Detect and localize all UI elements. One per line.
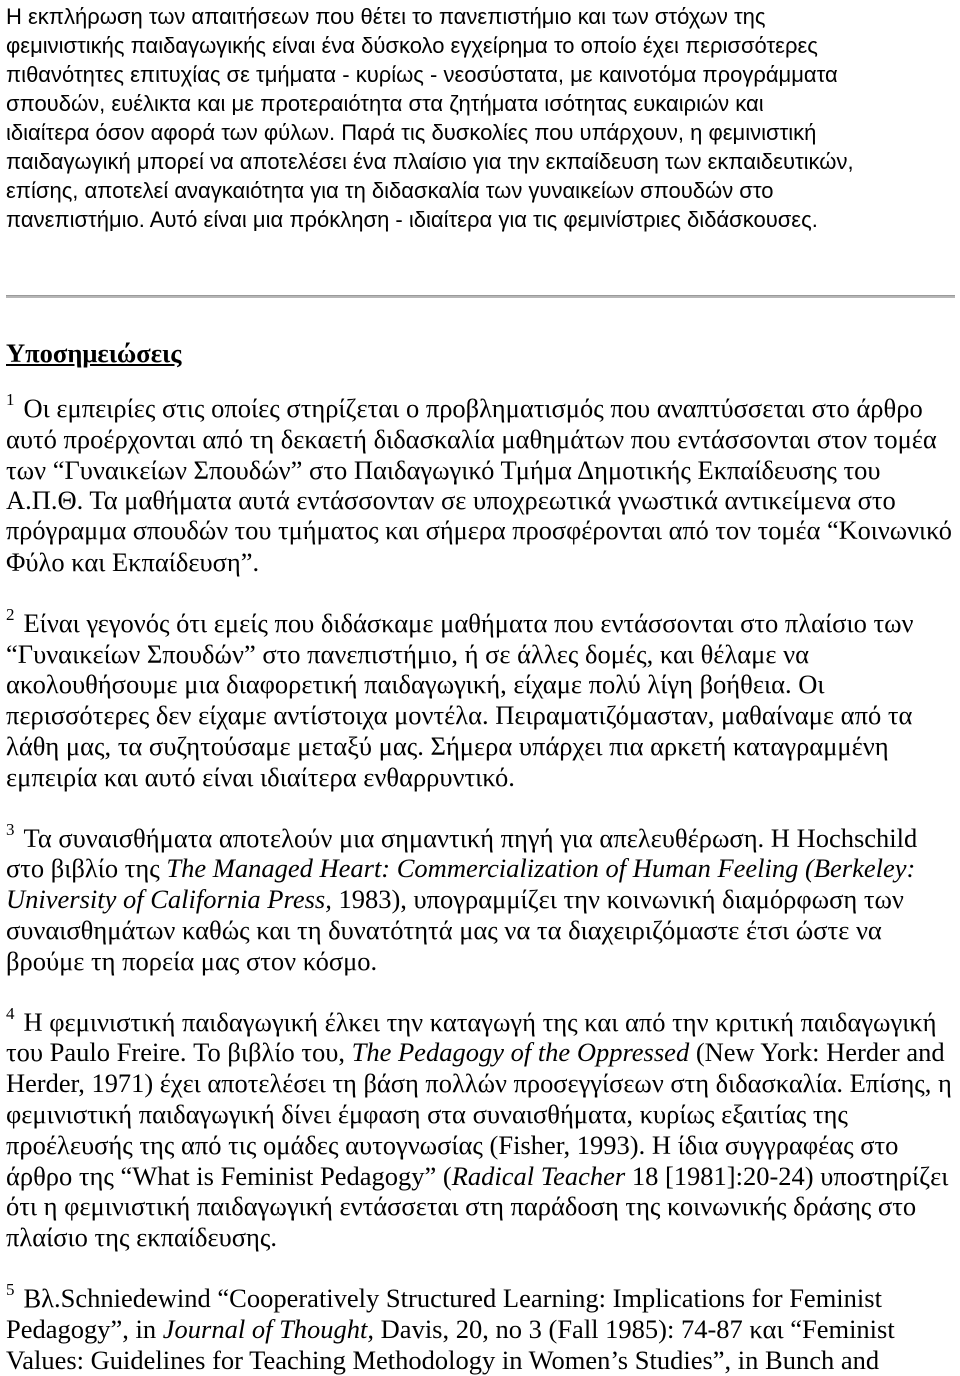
footnote-text: 18 [1981]:20-24) υποστηρίζει (625, 1160, 949, 1191)
footnote-line (6, 669, 825, 700)
footnote-line (6, 819, 918, 854)
footnote-text: Είναι γεγονός ότι εμείς που διδάσκαμε μαθήματα που εντάσσονται στο πλαίσιο των (23, 607, 914, 638)
footnotes-heading: Υποσημειώσεις (6, 338, 182, 368)
footnote-text: “Γυναικείων Σπουδών” στο πανεπιστήμιο, ή σε άλλες δομές, και θέλαμε να (6, 638, 809, 669)
footnote-text: Pedagogy”, in (6, 1313, 163, 1344)
intro-line: φεμινιστικής παιδαγωγικής είναι ένα δύσκολο εγχείρημα το οποίο έχει περισσότερες (6, 33, 818, 58)
footnote-line (6, 884, 904, 915)
footnote-number: 1 (6, 390, 15, 409)
footnote-number: 4 (6, 1003, 15, 1023)
footnote-text: Φύλο και Εκπαίδευση”. (6, 546, 260, 577)
footnote-text: Davis, 20, no 3 (Fall 1985): 74-87 και “Feminist (374, 1313, 895, 1344)
footnotes-list (6, 390, 956, 1375)
footnote-line (6, 762, 515, 793)
footnote-text: πρόγραμμα σπουδών του τμήματος και σήμερα προσφέρονται από τον τομέα “Κοινωνικό (6, 516, 952, 546)
footnote-text: Η φεμινιστική παιδαγωγική έλκει την καταγωγή της και από την κριτική παιδαγωγική (23, 1006, 937, 1037)
footnote-line (6, 1279, 882, 1314)
footnote-line (6, 853, 915, 884)
footnote-line (6, 1161, 948, 1192)
footnote-text: Values: Guidelines for Teaching Methodology in Women’s Studies”, in Bunch and (6, 1344, 880, 1375)
footnote-line (6, 700, 912, 731)
footnote-text: του Paulo Freire. Το βιβλίο του, (6, 1037, 352, 1068)
footnote-line (6, 547, 259, 578)
footnote-text: συναισθημάτων καθώς και τη δυνατότητά μας να τα διαχειριζόμαστε έτσι ώστε να (6, 914, 882, 945)
footnote-line (6, 1130, 898, 1161)
footnote-5 (6, 1279, 956, 1375)
footnote-line (6, 455, 880, 486)
footnote-line (6, 1191, 916, 1222)
intro-paragraph (6, 2, 956, 234)
footnote-line (6, 1037, 945, 1068)
footnote-number: 2 (6, 604, 15, 624)
footnote-text: Βλ.Schniedewind “Cooperatively Structured Learning: Implications for Feminist (23, 1282, 882, 1313)
footnote-text: ότι η φεμινιστική παιδαγωγική εντάσσεται στη παράδοση της κοινωνικής δράσης στο (6, 1191, 917, 1222)
intro-line: παιδαγωγική μπορεί να αποτελέσει ένα πλαίσιο για την εκπαίδευση των εκπαιδευτικών, (6, 149, 854, 174)
footnote-line (6, 424, 937, 455)
intro-line: ιδιαίτερα όσον αφορά των φύλων. Παρά τις δυσκολίες που υπάρχουν, η φεμινιστική (6, 120, 817, 145)
footnote-line (6, 731, 889, 762)
footnote-text: λάθη μας, τα συζητούσαμε μεταξύ μας. Σήμερα υπάρχει πια αρκετή καταγραμμένη (6, 730, 889, 761)
footnote-3 (6, 819, 956, 977)
footnote-line (6, 1222, 277, 1253)
italic-title-text: Radical Teacher (451, 1160, 626, 1191)
footnote-text: Οι εμπειρίες στις οποίες στηρίζεται ο προβληματισμός που αναπτύσσεται στο άρθρο (23, 393, 923, 423)
footnote-4 (6, 1003, 956, 1253)
footnote-line (6, 604, 914, 639)
footnote-line (6, 1314, 895, 1345)
footnote-line (6, 946, 377, 977)
footnote-text: των “Γυναικείων Σπουδών” στο Παιδαγωγικό Τμήμα Δημοτικής Εκπαίδευσης του (6, 454, 881, 485)
footnote-text: βρούμε τη πορεία μας στον κόσμο. (6, 945, 378, 976)
footnote-2 (6, 604, 956, 793)
footnote-text: εμπειρία και αυτό είναι ιδιαίτερα ενθαρρυντικό. (6, 761, 515, 792)
footnote-line (6, 639, 809, 670)
footnote-text: φεμινιστική παιδαγωγική δίνει έμφαση στα συναισθήματα, κυρίως εξαιτίας της (6, 1098, 848, 1129)
intro-line: πανεπιστήμιο. Αυτό είναι μια πρόκληση - ιδιαίτερα για τις φεμινίστριες διδάσκουσες. (6, 207, 818, 232)
footnote-line (6, 915, 882, 946)
intro-line: επίσης, αποτελεί αναγκαιότητα για τη διδασκαλία των γυναικείων σπουδών στο (6, 178, 774, 203)
italic-title-text: Journal of Thought, (162, 1313, 375, 1344)
horizontal-divider (6, 295, 955, 298)
footnote-line (6, 516, 952, 547)
footnote-line (6, 1345, 879, 1376)
footnote-text: Α.Π.Θ. Τα μαθήματα αυτά εντάσσονταν σε υποχρεωτικά γνωστικά αντικείμενα στο (6, 485, 896, 516)
footnote-text: Herder, 1971) έχει αποτελέσει τη βάση πολλών προσεγγίσεων στη διδασκαλία. Επίσης, η (6, 1068, 952, 1099)
footnote-number: 5 (6, 1279, 15, 1299)
italic-title-text: University of California Press, (6, 884, 332, 915)
footnote-text: (New York: Herder and (689, 1037, 945, 1068)
intro-line: Η εκπλήρωση των απαιτήσεων που θέτει το πανεπιστήμιο και των στόχων της (6, 4, 766, 29)
footnote-text: Τα συναισθήματα αποτελούν μια σημαντική πηγή για απελευθέρωση. Η Hochschild (23, 822, 918, 853)
footnotes-section (6, 338, 956, 1375)
italic-title-text: The Managed Heart: Commercialization of Human Feeling (Berkeley: (166, 853, 916, 884)
footnote-text: περισσότερες δεν είχαμε αντίστοιχα μοντέλα. Πειραματιζόμασταν, μαθαίναμε από τα (6, 700, 913, 731)
footnote-line (6, 485, 896, 516)
footnote-line (6, 390, 923, 424)
footnote-text: στο βιβλίο της (6, 853, 167, 884)
footnote-text: πλαίσιο της εκπαίδευσης. (6, 1222, 278, 1253)
footnote-line (6, 1099, 848, 1130)
footnote-line (6, 1003, 937, 1038)
footnote-text: ακολουθήσουμε μια διαφορετική παιδαγωγική, είχαμε πολύ λίγη βοήθεια. Οι (6, 669, 825, 700)
footnote-text: άρθρο της “What is Feminist Pedagogy” ( (6, 1160, 452, 1191)
intro-line: πιθανότητες επιτυχίας σε τμήματα - κυρίως - νεοσύστατα, με καινοτόμα προγράμματα (6, 62, 838, 87)
footnote-text: προέλευσής της από τις ομάδες αυτογνωσίας (Fisher, 1993). Η ίδια συγγραφέας στο (6, 1129, 899, 1160)
footnote-line (6, 1068, 952, 1099)
footnote-text: αυτό προέρχονται από τη δεκαετή διδασκαλία μαθημάτων που εντάσσονται στον τομέα (6, 423, 937, 454)
intro-line: σπουδών, ευέλικτα και με προτεραιότητα στα ζητήματα ισότητας ευκαιριών και (6, 91, 764, 116)
footnote-number: 3 (6, 819, 15, 839)
footnote-1 (6, 390, 956, 578)
italic-title-text: The Pedagogy of the Oppressed (351, 1037, 690, 1068)
footnote-text: 1983), υπογραμμίζει την κοινωνική διαμόρφωση των (331, 884, 904, 915)
